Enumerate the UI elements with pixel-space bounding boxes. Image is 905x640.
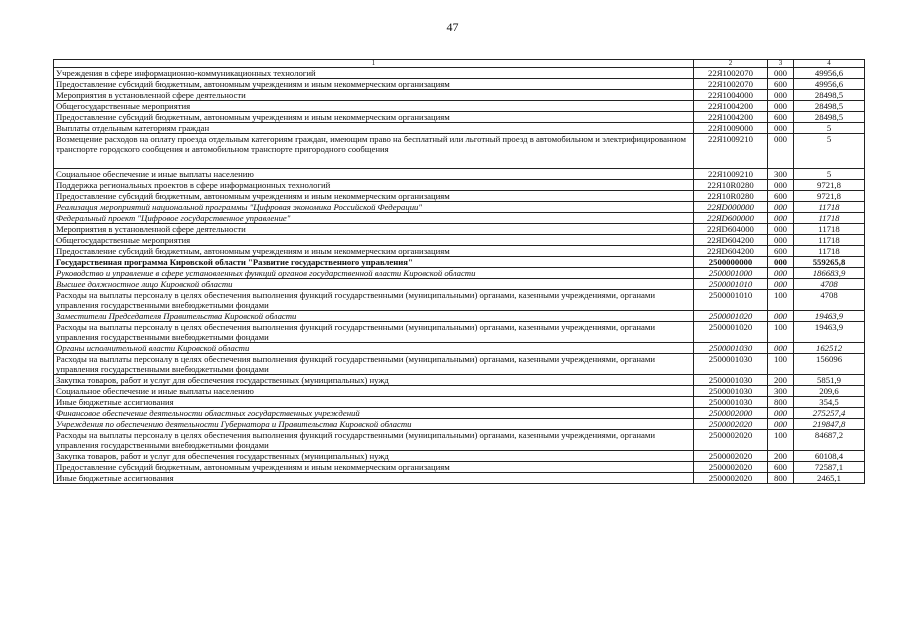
row-value-cell: 156096 [794, 354, 865, 375]
row-value-cell: 28498,5 [794, 90, 865, 101]
table-row [54, 375, 865, 386]
row-name-cell: Социальное обеспечение и иные выплаты населению [54, 386, 694, 397]
row-type-cell: 800 [768, 473, 794, 484]
table-row [54, 290, 865, 311]
row-type-cell: 600 [768, 79, 794, 90]
table-row [54, 257, 865, 268]
row-code-cell: 22Я1002070 [694, 68, 768, 79]
table-row [54, 224, 865, 235]
row-code-cell: 22Я10R0280 [694, 180, 768, 191]
row-name-cell: Расходы на выплаты персоналу в целях обеспечения выполнения функций государственными (муниципальными) органами, казенными учреждениями, органами управления государственными внебюджетными фондами [54, 430, 694, 451]
row-code-cell: 22Я1004000 [694, 90, 768, 101]
row-value-cell: 19463,9 [794, 322, 865, 343]
row-code-cell: 2500001000 [694, 268, 768, 279]
row-name-cell: Учреждения по обеспечению деятельности Губернатора и Правительства Кировской области [54, 419, 694, 430]
row-type-cell: 000 [768, 90, 794, 101]
row-value-cell: 60108,4 [794, 451, 865, 462]
table-row [54, 386, 865, 397]
row-type-cell: 000 [768, 268, 794, 279]
row-type-cell: 600 [768, 246, 794, 257]
row-name-cell: Заместители Председателя Правительства Кировской области [54, 311, 694, 322]
row-name-cell: Предоставление субсидий бюджетным, автономным учреждениям и иным некоммерческим организациям [54, 462, 694, 473]
row-value-cell: 209,6 [794, 386, 865, 397]
row-name-cell: Расходы на выплаты персоналу в целях обеспечения выполнения функций государственными (муниципальными) органами, казенными учреждениями, органами управления государственными внебюджетными фондами [54, 354, 694, 375]
table-row [54, 191, 865, 202]
table-row [54, 343, 865, 354]
table-row [54, 311, 865, 322]
row-code-cell: 22Я1009000 [694, 123, 768, 134]
row-type-cell: 000 [768, 134, 794, 169]
table-body [54, 68, 865, 484]
row-type-cell: 000 [768, 279, 794, 290]
row-code-cell: 22Я1004200 [694, 112, 768, 123]
table-row [54, 408, 865, 419]
header-col-2: 2 [694, 60, 768, 68]
table-row [54, 180, 865, 191]
row-code-cell: 22ЯD604200 [694, 246, 768, 257]
table-row [54, 246, 865, 257]
row-value-cell: 4708 [794, 290, 865, 311]
row-value-cell: 5851,9 [794, 375, 865, 386]
table-row [54, 123, 865, 134]
row-value-cell: 19463,9 [794, 311, 865, 322]
table-row [54, 322, 865, 343]
row-value-cell: 49956,6 [794, 68, 865, 79]
table-row [54, 213, 865, 224]
row-value-cell: 28498,5 [794, 112, 865, 123]
row-type-cell: 200 [768, 375, 794, 386]
row-code-cell: 2500001010 [694, 290, 768, 311]
budget-table [53, 59, 865, 484]
header-col-4: 4 [794, 60, 865, 68]
row-code-cell: 2500001030 [694, 343, 768, 354]
row-value-cell: 354,5 [794, 397, 865, 408]
table-row [54, 430, 865, 451]
table-row [54, 462, 865, 473]
row-code-cell: 2500002020 [694, 473, 768, 484]
table-row [54, 473, 865, 484]
row-type-cell: 300 [768, 169, 794, 180]
row-type-cell: 000 [768, 180, 794, 191]
row-type-cell: 300 [768, 386, 794, 397]
table-header-row [54, 60, 865, 68]
row-value-cell: 84687,2 [794, 430, 865, 451]
row-type-cell: 000 [768, 213, 794, 224]
row-value-cell: 28498,5 [794, 101, 865, 112]
row-name-cell: Федеральный проект "Цифровое государственное управление" [54, 213, 694, 224]
row-name-cell: Мероприятия в установленной сфере деятельности [54, 224, 694, 235]
header-col-1: 1 [54, 60, 694, 68]
row-code-cell: 2500002020 [694, 451, 768, 462]
row-type-cell: 000 [768, 202, 794, 213]
row-name-cell: Поддержка региональных проектов в сфере информационных технологий [54, 180, 694, 191]
row-name-cell: Расходы на выплаты персоналу в целях обеспечения выполнения функций государственными (муниципальными) органами, казенными учреждениями, органами управления государственными внебюджетными фондами [54, 290, 694, 311]
table-row [54, 451, 865, 462]
row-name-cell: Общегосударственные мероприятия [54, 235, 694, 246]
table-row [54, 79, 865, 90]
row-name-cell: Финансовое обеспечение деятельности областных государственных учреждений [54, 408, 694, 419]
row-code-cell: 22Я1009210 [694, 134, 768, 169]
row-code-cell: 2500001030 [694, 397, 768, 408]
row-type-cell: 600 [768, 112, 794, 123]
row-value-cell: 11718 [794, 213, 865, 224]
row-name-cell: Государственная программа Кировской области "Развитие государственного управления" [54, 257, 694, 268]
row-code-cell: 2500000000 [694, 257, 768, 268]
row-value-cell: 11718 [794, 246, 865, 257]
row-code-cell: 22Я1004200 [694, 101, 768, 112]
row-value-cell: 5 [794, 134, 865, 169]
row-name-cell: Общегосударственные мероприятия [54, 101, 694, 112]
row-type-cell: 000 [768, 235, 794, 246]
row-value-cell: 186683,9 [794, 268, 865, 279]
row-type-cell: 600 [768, 462, 794, 473]
row-name-cell: Закупка товаров, работ и услуг для обеспечения государственных (муниципальных) нужд [54, 375, 694, 386]
row-value-cell: 9721,8 [794, 191, 865, 202]
row-value-cell: 49956,6 [794, 79, 865, 90]
row-type-cell: 000 [768, 123, 794, 134]
row-code-cell: 2500002020 [694, 462, 768, 473]
table-row [54, 134, 865, 169]
row-name-cell: Социальное обеспечение и иные выплаты населению [54, 169, 694, 180]
row-name-cell: Иные бюджетные ассигнования [54, 473, 694, 484]
row-type-cell: 200 [768, 451, 794, 462]
row-type-cell: 000 [768, 408, 794, 419]
table-row [54, 90, 865, 101]
row-type-cell: 000 [768, 419, 794, 430]
row-type-cell: 000 [768, 101, 794, 112]
row-name-cell: Предоставление субсидий бюджетным, автономным учреждениям и иным некоммерческим организациям [54, 79, 694, 90]
row-name-cell: Иные бюджетные ассигнования [54, 397, 694, 408]
row-name-cell: Закупка товаров, работ и услуг для обеспечения государственных (муниципальных) нужд [54, 451, 694, 462]
table-row [54, 68, 865, 79]
row-name-cell: Предоставление субсидий бюджетным, автономным учреждениям и иным некоммерческим организациям [54, 191, 694, 202]
row-type-cell: 100 [768, 354, 794, 375]
table-row [54, 101, 865, 112]
row-code-cell: 22ЯD604000 [694, 224, 768, 235]
row-name-cell: Высшее должностное лицо Кировской области [54, 279, 694, 290]
table-row [54, 112, 865, 123]
table-row [54, 169, 865, 180]
table-row [54, 279, 865, 290]
table-row [54, 202, 865, 213]
row-name-cell: Руководство и управление в сфере установленных функций органов государственной власти Кировской области [54, 268, 694, 279]
row-name-cell: Предоставление субсидий бюджетным, автономным учреждениям и иным некоммерческим организациям [54, 246, 694, 257]
row-value-cell: 72587,1 [794, 462, 865, 473]
table-row [54, 268, 865, 279]
row-type-cell: 000 [768, 224, 794, 235]
row-name-cell: Выплаты отдельным категориям граждан [54, 123, 694, 134]
row-value-cell: 2465,1 [794, 473, 865, 484]
row-name-cell: Возмещение расходов на оплату проезда отдельным категориям граждан, имеющим право на бесплатный или льготный проезд в автомобильном и электрифицированном транспорте городского сообщения и автомобильном транспорте пригородного сообщения [54, 134, 694, 169]
row-name-cell: Предоставление субсидий бюджетным, автономным учреждениям и иным некоммерческим организациям [54, 112, 694, 123]
row-code-cell: 2500001020 [694, 311, 768, 322]
row-type-cell: 100 [768, 290, 794, 311]
row-code-cell: 22ЯD600000 [694, 213, 768, 224]
row-code-cell: 22Я10R0280 [694, 191, 768, 202]
row-code-cell: 2500001030 [694, 375, 768, 386]
row-value-cell: 5 [794, 123, 865, 134]
table-row [54, 354, 865, 375]
row-name-cell: Органы исполнительной власти Кировской области [54, 343, 694, 354]
row-code-cell: 22Я1002070 [694, 79, 768, 90]
row-code-cell: 2500001030 [694, 386, 768, 397]
row-type-cell: 100 [768, 322, 794, 343]
row-code-cell: 2500001020 [694, 322, 768, 343]
row-type-cell: 000 [768, 343, 794, 354]
row-value-cell: 559265,8 [794, 257, 865, 268]
row-type-cell: 600 [768, 191, 794, 202]
row-code-cell: 2500001030 [694, 354, 768, 375]
page-number: 47 [446, 20, 459, 34]
row-code-cell: 22ЯD604200 [694, 235, 768, 246]
row-value-cell: 9721,8 [794, 180, 865, 191]
table-row [54, 419, 865, 430]
row-value-cell: 219847,8 [794, 419, 865, 430]
row-name-cell: Расходы на выплаты персоналу в целях обеспечения выполнения функций государственными (муниципальными) органами, казенными учреждениями, органами управления государственными внебюджетными фондами [54, 322, 694, 343]
row-code-cell: 2500002020 [694, 419, 768, 430]
row-type-cell: 800 [768, 397, 794, 408]
row-code-cell: 2500002000 [694, 408, 768, 419]
row-value-cell: 5 [794, 169, 865, 180]
header-col-3: 3 [768, 60, 794, 68]
row-code-cell: 2500001010 [694, 279, 768, 290]
row-code-cell: 22ЯD000000 [694, 202, 768, 213]
row-code-cell: 2500002020 [694, 430, 768, 451]
row-value-cell: 11718 [794, 235, 865, 246]
row-code-cell: 22Я1009210 [694, 169, 768, 180]
row-type-cell: 000 [768, 68, 794, 79]
row-value-cell: 275257,4 [794, 408, 865, 419]
row-type-cell: 000 [768, 311, 794, 322]
table-row [54, 397, 865, 408]
row-value-cell: 4708 [794, 279, 865, 290]
table-row [54, 235, 865, 246]
row-name-cell: Учреждения в сфере информационно-коммуникационных технологий [54, 68, 694, 79]
row-type-cell: 000 [768, 257, 794, 268]
row-value-cell: 162512 [794, 343, 865, 354]
row-value-cell: 11718 [794, 202, 865, 213]
row-name-cell: Реализация мероприятий национальной программы "Цифровая экономика Российской Федерации" [54, 202, 694, 213]
row-name-cell: Мероприятия в установленной сфере деятельности [54, 90, 694, 101]
row-value-cell: 11718 [794, 224, 865, 235]
row-type-cell: 100 [768, 430, 794, 451]
